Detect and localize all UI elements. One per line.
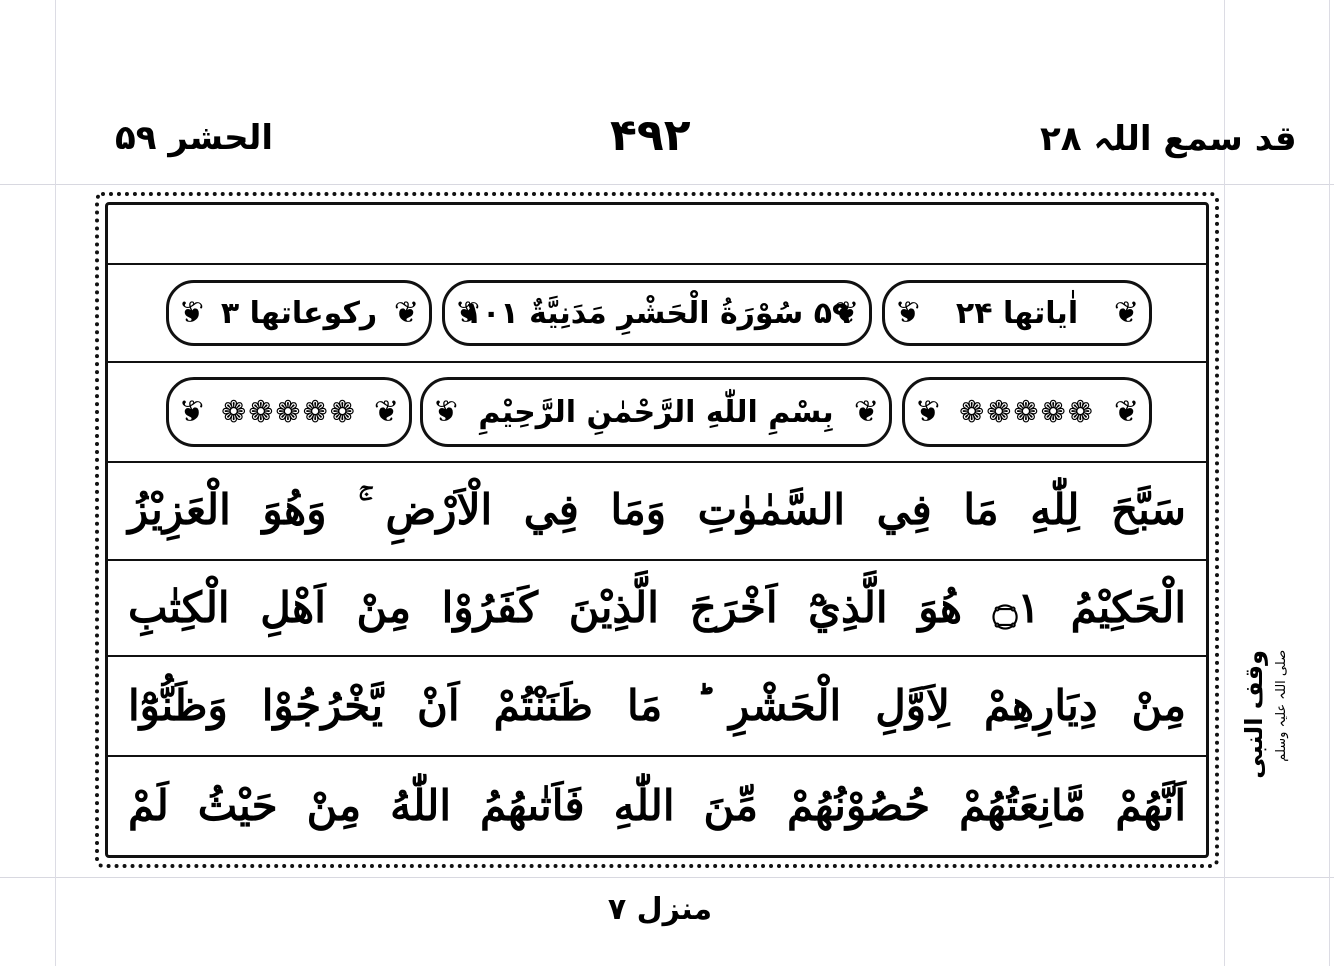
para-reference: قد سمع اللہ ۲۸ [1040, 119, 1297, 159]
bismillah-cartouche [420, 377, 892, 447]
page-number: ۴۹۲ [610, 110, 691, 161]
guide-line-bottom [0, 877, 1334, 878]
guide-line-edge [1329, 0, 1330, 966]
ornament-cartouche-right [902, 377, 1152, 447]
empty-row [108, 205, 1206, 265]
rukus-count-cartouche [166, 280, 432, 346]
verse-text: مِنْ دِيَارِهِمْ لِاَوَّلِ الْحَشْرِ ؕ مَا ظَنَنْتُمْ اَنْ يَّخْرُجُوْا وَظَنُّوْٓا [128, 681, 1186, 730]
margin-note-sub: صلی اللہ علیہ وسلم [1274, 650, 1289, 762]
ayat-count-cartouche [882, 280, 1152, 346]
rukus-count: ❦ رکوعاتھا ۳ [220, 295, 378, 331]
verse-text: اَنَّهُمْ مَّانِعَتُهُمْ حُصُوْنُهُمْ مِّنَ اللّٰهِ فَاَتٰىهُمُ اللّٰهُ مِنْ حَيْثُ لَمْ [128, 781, 1186, 830]
verse-line [108, 561, 1206, 657]
verse-line [108, 657, 1206, 757]
bismillah: ❦ بِسْمِ اللّٰهِ الرَّحْمٰنِ الرَّحِيْمِ [478, 394, 834, 430]
surah-info-row [108, 265, 1206, 363]
ornament-cartouche-left [166, 377, 412, 447]
guide-line-top [0, 184, 1334, 185]
ayat-count: ❦ اٰیاتھا ۲۴ [955, 295, 1079, 331]
verse-text: الْحَكِيْمُ ۝١ هُوَ الَّذِيْٓ اَخْرَجَ الَّذِيْنَ كَفَرُوْا مِنْ اَهْلِ الْكِتٰبِ [128, 583, 1186, 632]
surah-reference: الحشر ۵۹ [115, 118, 274, 158]
floral-ornament-icon: ❦ ❁❁❁❁❁ [221, 394, 357, 430]
floral-ornament-icon: ❦ ❁❁❁❁❁ [959, 394, 1095, 430]
manzil-label: منزل ۷ [607, 892, 713, 927]
text-area [105, 202, 1209, 858]
surah-title: ❦ ۵۹ سُوْرَةُ الْحَشْرِ مَدَنِيَّةٌ ۱۰۱ [463, 295, 851, 331]
verse-text: سَبَّحَ لِلّٰهِ مَا فِي السَّمٰوٰتِ وَمَا فِي الْاَرْضِ ۚ وَهُوَ الْعَزِيْزُ [128, 485, 1186, 534]
bismillah-row [108, 363, 1206, 463]
verse-line [108, 757, 1206, 857]
guide-line-left [55, 0, 56, 966]
verse-line [108, 463, 1206, 561]
margin-note [1240, 650, 1296, 779]
page-frame [95, 192, 1219, 868]
surah-title-cartouche [442, 280, 872, 346]
margin-note-main: وقف النبی [1240, 650, 1268, 779]
